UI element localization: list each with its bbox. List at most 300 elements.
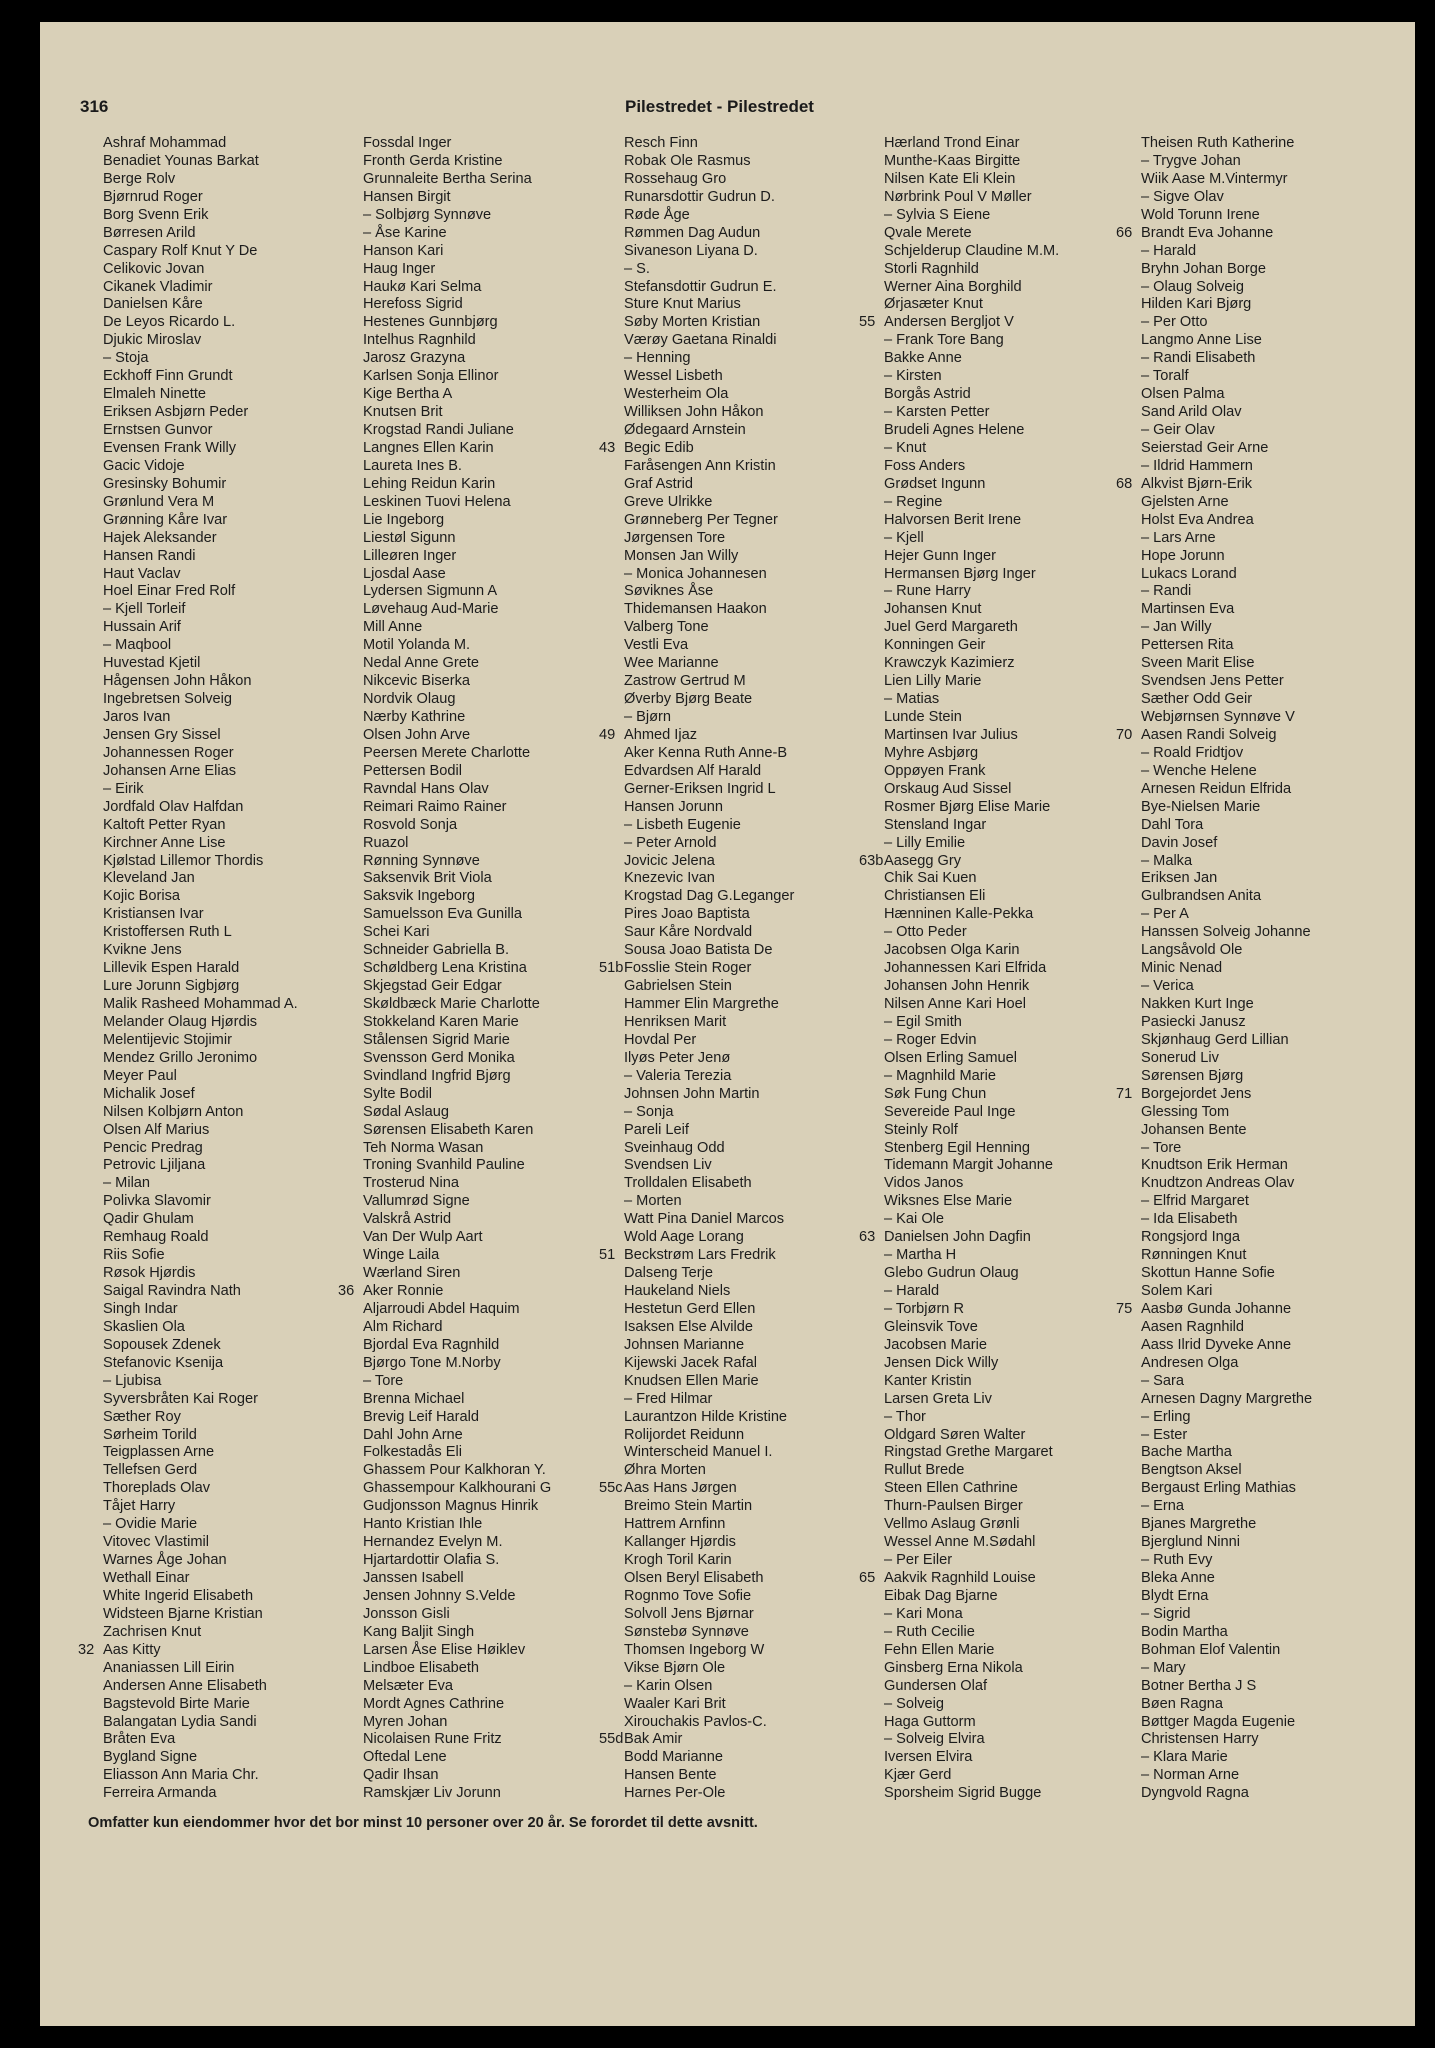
- directory-entry: [884, 332, 1139, 350]
- resident-name: Hattrem Arnfinn: [624, 1516, 726, 1533]
- house-number: 65: [859, 1570, 876, 1586]
- resident-name: – Kari Mona: [884, 1605, 963, 1622]
- directory-entry: [103, 583, 358, 601]
- resident-name: Lukacs Lorand: [1141, 565, 1237, 582]
- resident-name: Riis Sofie: [103, 1247, 165, 1264]
- directory-entry: [884, 817, 1139, 835]
- directory-entry: [1141, 440, 1396, 458]
- resident-name: Ginsberg Erna Nikola: [884, 1659, 1023, 1676]
- directory-entry: [103, 924, 358, 942]
- directory-entry: [103, 1032, 358, 1050]
- directory-entry: [363, 601, 618, 619]
- resident-name: Jørgensen Tore: [624, 529, 726, 546]
- resident-name: Øverby Bjørg Beate: [624, 691, 753, 708]
- resident-name: Severeide Paul Inge: [884, 1103, 1016, 1120]
- directory-entry: [624, 601, 879, 619]
- directory-entry: [884, 727, 1139, 745]
- resident-name: Steinly Rolf: [884, 1121, 958, 1138]
- directory-entry: [624, 314, 879, 332]
- directory-entry: [624, 1086, 879, 1104]
- directory-entry: [1141, 1642, 1396, 1660]
- resident-name: Schjelderup Claudine M.M.: [884, 242, 1060, 259]
- directory-entry: [884, 978, 1139, 996]
- resident-name: Aasbø Gunda Johanne: [1141, 1300, 1292, 1317]
- directory-entry: [1141, 996, 1396, 1014]
- resident-name: Ørjasæter Knut: [884, 296, 983, 313]
- resident-name: Petrovic Ljiljana: [103, 1157, 206, 1174]
- resident-name: Sødal Aslaug: [363, 1103, 449, 1120]
- directory-entry: [103, 1301, 358, 1319]
- directory-entry: [103, 296, 358, 314]
- directory-entry: [1141, 1660, 1396, 1678]
- directory-entry: [624, 817, 879, 835]
- directory-entry: [624, 386, 879, 404]
- directory-entry: [103, 440, 358, 458]
- directory-entry: [363, 243, 618, 261]
- resident-name: Hammer Elin Margrethe: [624, 996, 779, 1012]
- resident-name: Hansen Jorunn: [624, 798, 723, 815]
- resident-name: – Randi: [1141, 583, 1192, 600]
- directory-entry: [624, 1355, 879, 1373]
- resident-name: – Egil Smith: [884, 1013, 962, 1030]
- directory-entry: [363, 853, 618, 871]
- resident-name: Hansen Randi: [103, 547, 196, 564]
- resident-name: Dahl Tora: [1141, 816, 1204, 833]
- resident-name: Hoel Einar Fred Rolf: [103, 583, 236, 600]
- directory-entry: [363, 960, 618, 978]
- resident-name: Folkestadås Eli: [363, 1444, 462, 1461]
- directory-entry: [884, 1265, 1139, 1283]
- directory-entry: [103, 1283, 358, 1301]
- footnote: Omfatter kun eiendommer hvor det bor minst 10 personer over 20 år. Se forordet til dette avsnitt.: [88, 1815, 758, 1831]
- resident-name: – Ovidie Marie: [103, 1516, 198, 1533]
- directory-entry: [1141, 1319, 1396, 1337]
- resident-name: Christensen Harry: [1141, 1731, 1259, 1748]
- resident-name: Ringstad Grethe Margaret: [884, 1444, 1053, 1461]
- directory-entry: [1141, 835, 1396, 853]
- resident-name: Johannessen Kari Elfrida: [884, 960, 1047, 977]
- directory-entry: [624, 1588, 879, 1606]
- directory-entry: [1141, 583, 1396, 601]
- resident-name: – Per Eiler: [884, 1552, 953, 1569]
- directory-entry: [363, 548, 618, 566]
- resident-name: Kojic Borisa: [103, 888, 181, 905]
- resident-name: Hope Jorunn: [1141, 547, 1225, 564]
- directory-entry: [1141, 1444, 1396, 1462]
- directory-entry: [884, 261, 1139, 279]
- directory-entry: [363, 440, 618, 458]
- resident-name: Haukeland Niels: [624, 1283, 731, 1299]
- resident-name: Kaltoft Petter Ryan: [103, 816, 226, 833]
- resident-name: Jovicic Jelena: [624, 852, 715, 869]
- resident-name: Greve Ulrikke: [624, 493, 713, 510]
- directory-entry: [884, 1104, 1139, 1122]
- directory-entry: [884, 942, 1139, 960]
- directory-entry: [363, 1337, 618, 1355]
- resident-name: Jensen Dick Willy: [884, 1354, 999, 1371]
- directory-entry: [1141, 1516, 1396, 1534]
- resident-name: Orskaug Aud Sissel: [884, 780, 1012, 797]
- directory-entry: [884, 835, 1139, 853]
- resident-name: Bagstevold Birte Marie: [103, 1695, 250, 1712]
- directory-entry: [363, 1211, 618, 1229]
- resident-name: – Maqbool: [103, 637, 172, 654]
- resident-name: Williksen John Håkon: [624, 404, 764, 421]
- resident-name: Søviknes Åse: [624, 583, 714, 600]
- directory-entry: [363, 225, 618, 243]
- resident-name: Djukic Miroslav: [103, 332, 202, 349]
- directory-entry: [103, 888, 358, 906]
- directory-entry: [624, 1552, 879, 1570]
- house-number: 51b: [599, 960, 624, 977]
- directory-entry: [624, 1498, 879, 1516]
- directory-entry: [624, 1624, 879, 1642]
- directory-entry: [624, 1534, 879, 1552]
- house-number: 32: [78, 1641, 95, 1658]
- resident-name: Værøy Gaetana Rinaldi: [624, 332, 777, 349]
- resident-name: Ruazol: [363, 834, 409, 851]
- resident-name: Evensen Frank Willy: [103, 439, 237, 456]
- resident-name: Andersen Anne Elisabeth: [103, 1677, 267, 1694]
- resident-name: Lehing Reidun Karin: [363, 475, 496, 492]
- resident-name: Johansen John Henrik: [884, 978, 1030, 995]
- resident-name: Wold Aage Lorang: [624, 1229, 744, 1246]
- resident-name: Thurn-Paulsen Birger: [884, 1498, 1023, 1515]
- directory-entry: [1141, 153, 1396, 171]
- resident-name: Hanson Kari: [363, 242, 444, 259]
- house-number: 49: [599, 726, 616, 743]
- directory-entry: [1141, 1624, 1396, 1642]
- resident-name: – Sonja: [624, 1103, 674, 1120]
- resident-name: Larsen Greta Liv: [884, 1390, 992, 1407]
- resident-name: Krogstad Randi Juliane: [363, 422, 514, 438]
- resident-name: – Eirik: [103, 780, 144, 797]
- resident-name: Lilleøren Inger: [363, 547, 457, 564]
- directory-entry: [624, 1570, 879, 1588]
- resident-name: Sæther Odd Geir: [1141, 691, 1253, 708]
- directory-entry: [624, 853, 879, 871]
- directory-entry: [363, 458, 618, 476]
- resident-name: Minic Nenad: [1141, 960, 1223, 977]
- directory-entry: [103, 1516, 358, 1534]
- resident-name: – Ildrid Hammern: [1141, 457, 1253, 474]
- directory-entry: [624, 243, 879, 261]
- resident-name: Lillevik Espen Harald: [103, 960, 240, 977]
- directory-entry: [103, 135, 358, 153]
- resident-name: Steen Ellen Cathrine: [884, 1480, 1018, 1497]
- directory-entry: [103, 1157, 358, 1175]
- directory-entry: [363, 1409, 618, 1427]
- resident-name: Gudjonsson Magnus Hinrik: [363, 1498, 539, 1515]
- resident-name: Kjølstad Lillemor Thordis: [103, 852, 264, 869]
- resident-name: Haug Inger: [363, 260, 436, 277]
- directory-entry: [1141, 1606, 1396, 1624]
- resident-name: Fossdal Inger: [363, 135, 452, 151]
- resident-name: Aas Kitty: [103, 1641, 161, 1658]
- resident-name: Elmaleh Ninette: [103, 386, 207, 403]
- resident-name: Peersen Merete Charlotte: [363, 744, 531, 761]
- resident-name: Janssen Isabell: [363, 1570, 464, 1586]
- resident-name: Jonsson Gisli: [363, 1605, 450, 1622]
- resident-name: Ferreira Armanda: [103, 1785, 217, 1802]
- directory-entry: [363, 530, 618, 548]
- house-number: 63b: [859, 852, 884, 869]
- resident-name: Seierstad Geir Arne: [1141, 439, 1269, 456]
- resident-name: Kijewski Jacek Rafal: [624, 1354, 758, 1371]
- directory-entry: [884, 1444, 1139, 1462]
- resident-name: De Leyos Ricardo L.: [103, 314, 236, 331]
- directory-entry: [1141, 1175, 1396, 1193]
- resident-name: Danielsen Kåre: [103, 296, 203, 313]
- directory-entry: [1141, 1157, 1396, 1175]
- resident-name: Borg Svenn Erik: [103, 206, 209, 223]
- directory-entry: [1141, 853, 1396, 871]
- resident-name: Wessel Anne M.Sødahl: [884, 1534, 1036, 1551]
- directory-entry: [884, 799, 1139, 817]
- directory-entry: [1141, 548, 1396, 566]
- directory-entry: [884, 1068, 1139, 1086]
- resident-name: Kirchner Anne Lise: [103, 834, 226, 851]
- resident-name: – Lars Arne: [1141, 529, 1216, 546]
- directory-entry: [1141, 1014, 1396, 1032]
- resident-name: Hovdal Per: [624, 1031, 697, 1048]
- directory-entry: [884, 1140, 1139, 1158]
- resident-name: Lindboe Elisabeth: [363, 1659, 480, 1676]
- resident-name: Stokkeland Karen Marie: [363, 1013, 519, 1030]
- resident-name: Syversbråten Kai Roger: [103, 1390, 258, 1407]
- directory-entry: [884, 1283, 1139, 1301]
- resident-name: Aakvik Ragnhild Louise: [884, 1570, 1036, 1586]
- directory-entry: [103, 1606, 358, 1624]
- directory-entry: [884, 619, 1139, 637]
- directory-entry: [363, 1570, 618, 1588]
- resident-name: Alm Richard: [363, 1318, 443, 1335]
- resident-name: – Ruth Evy: [1141, 1552, 1213, 1569]
- resident-name: Hågensen John Håkon: [103, 673, 252, 690]
- resident-name: Thidemansen Haakon: [624, 601, 767, 618]
- resident-name: Nedal Anne Grete: [363, 655, 480, 672]
- resident-name: – Fred Hilmar: [624, 1390, 713, 1407]
- directory-entry: [884, 996, 1139, 1014]
- directory-entry: [103, 530, 358, 548]
- resident-name: Bergaust Erling Mathias: [1141, 1480, 1296, 1497]
- directory-entry: [103, 368, 358, 386]
- resident-name: Haut Vaclav: [103, 565, 181, 582]
- directory-entry: [103, 153, 358, 171]
- directory-entry: [884, 494, 1139, 512]
- resident-name: – Malka: [1141, 852, 1193, 869]
- directory-entry: [363, 763, 618, 781]
- resident-name: Hilden Kari Bjørg: [1141, 296, 1252, 313]
- resident-name: Cikanek Vladimir: [103, 278, 213, 295]
- resident-name: Røsok Hjørdis: [103, 1265, 196, 1282]
- directory-entry: [884, 637, 1139, 655]
- resident-name: Saur Kåre Nordvald: [624, 924, 753, 941]
- resident-name: – Magnhild Marie: [884, 1067, 996, 1084]
- directory-entry: [624, 619, 879, 637]
- resident-name: Intelhus Ragnhild: [363, 332, 476, 349]
- resident-name: Winterscheid Manuel I.: [624, 1444, 773, 1461]
- directory-entry: [624, 1749, 879, 1767]
- resident-name: Meyer Paul: [103, 1067, 177, 1084]
- directory-entry: [103, 548, 358, 566]
- directory-entry: [1141, 279, 1396, 297]
- resident-name: Eckhoff Finn Grundt: [103, 368, 233, 385]
- directory-entry: [624, 763, 879, 781]
- resident-name: Resch Finn: [624, 135, 698, 151]
- directory-entry: [884, 404, 1139, 422]
- directory-entry: [103, 1624, 358, 1642]
- resident-name: Runarsdottir Gudrun D.: [624, 188, 775, 205]
- resident-name: Olsen Erling Samuel: [884, 1049, 1018, 1066]
- resident-name: Sørensen Elisabeth Karen: [363, 1121, 534, 1138]
- directory-entry: [624, 1175, 879, 1193]
- directory-entry: [103, 960, 358, 978]
- resident-name: – Per A: [1141, 906, 1189, 923]
- directory-entry: [103, 1229, 358, 1247]
- directory-entry: [363, 888, 618, 906]
- directory-entry: [884, 171, 1139, 189]
- directory-entry: [363, 1534, 618, 1552]
- directory-entry: [363, 1068, 618, 1086]
- directory-entry: [884, 1301, 1139, 1319]
- resident-name: Berge Rolv: [103, 170, 176, 187]
- directory-entry: [363, 368, 618, 386]
- directory-entry: [624, 261, 879, 279]
- resident-name: Jarosz Grazyna: [363, 350, 466, 367]
- resident-name: Fosslie Stein Roger: [624, 960, 752, 977]
- directory-column-4: [859, 135, 1139, 1803]
- resident-name: Sørensen Bjørg: [1141, 1067, 1244, 1084]
- directory-entry: [624, 583, 879, 601]
- resident-name: Søby Morten Kristian: [624, 314, 761, 331]
- resident-name: Robak Ole Rasmus: [624, 152, 751, 169]
- directory-entry: [884, 1211, 1139, 1229]
- resident-name: Eliasson Ann Maria Chr.: [103, 1767, 259, 1784]
- directory-entry: [1141, 1122, 1396, 1140]
- directory-entry: [363, 996, 618, 1014]
- directory-entry: [363, 189, 618, 207]
- directory-entry: [624, 1391, 879, 1409]
- directory-entry: [103, 1373, 358, 1391]
- resident-name: – Otto Peder: [884, 924, 967, 941]
- resident-name: Vikse Bjørn Ole: [624, 1659, 726, 1676]
- directory-entry: [1141, 1696, 1396, 1714]
- directory-entry: [1141, 404, 1396, 422]
- resident-name: Trosterud Nina: [363, 1175, 459, 1192]
- directory-entry: [884, 924, 1139, 942]
- resident-name: – Åse Karine: [363, 224, 447, 241]
- resident-name: Skøldbæck Marie Charlotte: [363, 996, 540, 1012]
- directory-entry: [884, 1319, 1139, 1337]
- resident-name: Hajek Aleksander: [103, 529, 217, 546]
- resident-name: Kige Bertha A: [363, 386, 453, 403]
- resident-name: Skjegstad Geir Edgar: [363, 978, 502, 995]
- resident-name: Brudeli Agnes Helene: [884, 422, 1025, 438]
- resident-name: Monsen Jan Willy: [624, 547, 739, 564]
- resident-name: Øhra Morten: [624, 1462, 706, 1479]
- resident-name: – Sigve Olav: [1141, 188, 1224, 205]
- resident-name: Bygland Signe: [103, 1749, 198, 1766]
- resident-name: – Harald: [1141, 242, 1197, 259]
- resident-name: Sveinhaug Odd: [624, 1139, 725, 1156]
- resident-name: Werner Aina Borghild: [884, 278, 1022, 295]
- directory-entry: [1141, 1032, 1396, 1050]
- resident-name: Stefanovic Ksenija: [103, 1354, 224, 1371]
- resident-name: Pareli Leif: [624, 1121, 689, 1138]
- resident-name: Oppøyen Frank: [884, 762, 986, 779]
- resident-name: Kvikne Jens: [103, 942, 182, 959]
- directory-entry: [624, 942, 879, 960]
- directory-entry: [103, 978, 358, 996]
- resident-name: Faråsengen Ann Kristin: [624, 457, 776, 474]
- directory-entry: [624, 153, 879, 171]
- resident-name: Lure Jorunn Sigbjørg: [103, 978, 240, 995]
- directory-entry: [1141, 566, 1396, 584]
- directory-entry: [1116, 1085, 1396, 1104]
- resident-name: Nikcevic Biserka: [363, 673, 471, 690]
- resident-name: Warnes Åge Johan: [103, 1552, 227, 1569]
- resident-name: Dalseng Terje: [624, 1265, 713, 1282]
- directory-entry: [363, 1678, 618, 1696]
- directory-entry: [624, 906, 879, 924]
- resident-name: Gulbrandsen Anita: [1141, 888, 1262, 905]
- resident-name: Rosvold Sonja: [363, 816, 458, 833]
- directory-entry: [103, 1247, 358, 1265]
- resident-name: Singh Indar: [103, 1300, 178, 1317]
- directory-entry: [363, 727, 618, 745]
- directory-entry: [363, 1175, 618, 1193]
- resident-name: Andresen Olga: [1141, 1354, 1239, 1371]
- directory-entry: [363, 1767, 618, 1785]
- directory-entry: [1141, 1193, 1396, 1211]
- resident-name: Halvorsen Berit Irene: [884, 511, 1022, 528]
- resident-name: Botner Bertha J S: [1141, 1677, 1257, 1694]
- directory-column-2: [338, 135, 618, 1803]
- directory-entry: [363, 1140, 618, 1158]
- resident-name: Glebo Gudrun Olaug: [884, 1265, 1019, 1282]
- directory-entry: [1141, 422, 1396, 440]
- resident-name: Edvardsen Alf Harald: [624, 762, 762, 779]
- directory-entry: [884, 1391, 1139, 1409]
- directory-entry: [884, 548, 1139, 566]
- directory-entry: [624, 1462, 879, 1480]
- resident-name: Lydersen Sigmunn A: [363, 583, 498, 600]
- directory-entry: [103, 404, 358, 422]
- resident-name: Herefoss Sigrid: [363, 296, 463, 313]
- directory-entry: [103, 189, 358, 207]
- resident-name: Grødset Ingunn: [884, 475, 986, 492]
- resident-name: Bjerglund Ninni: [1141, 1534, 1240, 1551]
- resident-name: – Kjell: [884, 529, 924, 546]
- directory-entry: [363, 1301, 618, 1319]
- directory-entry: [624, 1319, 879, 1337]
- directory-entry: [363, 1444, 618, 1462]
- directory-entry: [624, 1606, 879, 1624]
- resident-name: Langmo Anne Lise: [1141, 332, 1262, 349]
- directory-entry: [103, 1444, 358, 1462]
- resident-name: Bjordal Eva Ragnhild: [363, 1336, 500, 1353]
- directory-entry: [103, 1552, 358, 1570]
- directory-entry: [363, 279, 618, 297]
- directory-entry: [363, 870, 618, 888]
- resident-name: Bøttger Magda Eugenie: [1141, 1713, 1296, 1730]
- directory-entry: [624, 709, 879, 727]
- directory-entry: [103, 1534, 358, 1552]
- directory-entry: [1141, 1462, 1396, 1480]
- resident-name: – Klara Marie: [1141, 1749, 1228, 1766]
- directory-entry: [103, 1785, 358, 1803]
